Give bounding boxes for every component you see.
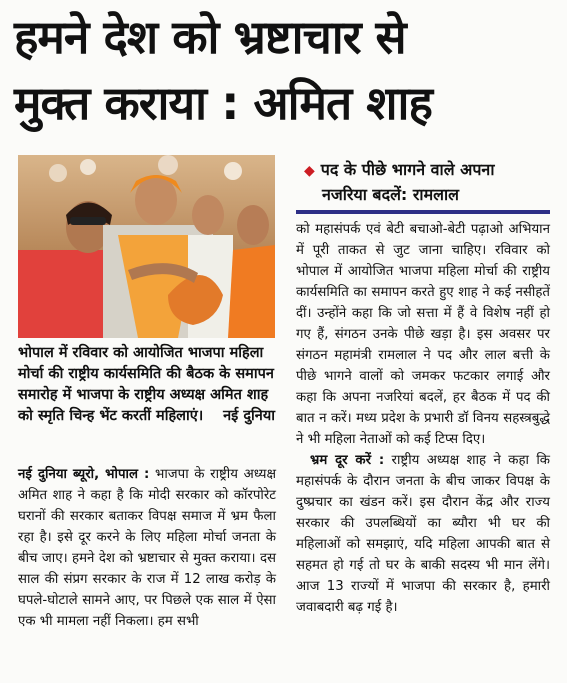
section-divider xyxy=(296,210,550,214)
left-body-text: भाजपा के राष्ट्रीय अध्यक्ष अमित शाह ने कहा है कि मोदी सरकार को कॉरपोरेट घरानों की सरकार बताकर विपक्ष समाज में भ्रम फैला रहा है। इसे दूर करने के लिए महिला मोर्चा जनता के बीच जाए। हमने देश को भ्रष्टाचार से मुक्त कराया। दस साल की संप्रग सरकार के राज में 12 लाख करोड़ के घपले-घोटाले सामने आए, पर पिछले एक साल में ऐसा एक भी मामला नहीं निकला। हम सभी xyxy=(18,467,276,629)
right-column-text xyxy=(296,219,550,618)
news-photo xyxy=(18,155,275,338)
caption-text: भोपाल में रविवार को आयोजित भाजपा महिला मोर्चा की राष्ट्रीय कार्यसमिति की बैठक के समापन समारोह में भाजपा के राष्ट्रीय अध्यक्ष अमित शाह को स्मृति चिन्ह भेंट करतीं महिलाएं। xyxy=(18,345,274,424)
sub-headline xyxy=(296,158,550,207)
sublead: भ्रम दूर करें : xyxy=(310,453,385,468)
right-paragraph-2-text: राष्ट्रीय अध्यक्ष शाह ने कहा कि महासंपर्क के दौरान जनता के बीच जाकर विपक्ष के दुष्प्रचार का खंडन करें। इस दौरान केंद्र और राज्य सरकार की उपलब्धियों का ब्यौरा भी घर की महिलाओं को समझाएं, यदि महिला आपकी बात से सहमत हो गई तो घर के बाकी सदस्य भी मान लेंगे। आज 13 राज्यों में भाजपा की सरकार है, हमारी जवाबदारी बढ़ गई है। xyxy=(296,453,551,615)
sub-headline-line-2: नजरिया बदलें: रामलाल xyxy=(322,185,459,204)
bullet-diamond-icon: ◆ xyxy=(304,163,315,179)
right-paragraph-2 xyxy=(296,450,550,618)
photo-illustration xyxy=(18,155,275,338)
headline-line-2: मुक्त कराया : अमित शाह xyxy=(14,76,432,130)
sub-headline-line-1: पद के पीछे भागने वाले अपना xyxy=(320,160,495,179)
photo-caption xyxy=(18,343,275,427)
left-column-text xyxy=(18,464,276,632)
headline xyxy=(14,4,559,136)
headline-line-1: हमने देश को भ्रष्टाचार से xyxy=(14,10,406,64)
photo-credit: नई दुनिया xyxy=(223,408,275,424)
right-paragraph-1: को महासंपर्क एवं बेटी बचाओ-बेटी पढ़ाओ अभियान में पूरी ताकत से जुट जाना चाहिए। रविवार को भोपाल में आयोजित भाजपा महिला मोर्चा की राष्ट्रीय कार्यसमिति का समापन करते हुए शाह ने कई नसीहतें दीं। उन्होंने कहा कि जो सत्ता में हैं वे विशेष नहीं हो गए हैं, संगठन उनके पीछे खड़ा है। इस अवसर पर संगठन महामंत्री रामलाल ने पद और लाल बत्ती के पीछे भागने वालों को जमकर फटकार लगाई और कहा कि अपना नजरियां बदलें, हर बैठक में पद की बात न करें। मध्य प्रदेश के प्रभारी डॉ विनय सहस्त्रबुद्धे ने भी महिला नेताओं को कई टिप्स दिए। xyxy=(296,222,550,447)
byline: नई दुनिया ब्यूरो, भोपाल : xyxy=(18,467,150,482)
